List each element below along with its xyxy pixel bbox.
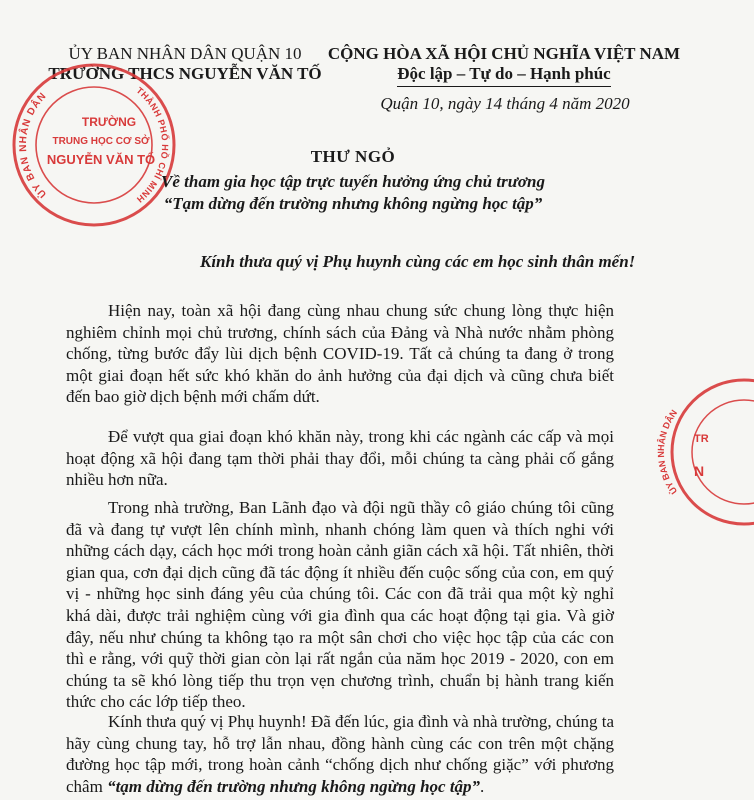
paragraph-1: Hiện nay, toàn xã hội đang cùng nhau chung sức chung lòng thực hiện nghiêm chỉnh mọi chủ trương, chính sách của Đảng và Nhà nước nhằm phòng chống, từng bước đẩy lùi dịch bệnh COVID-19. Tất cả chúng ta đang ở trong một giai đoạn hết sức khó khăn do ảnh hưởng của đại dịch và cũng chưa biết đến bao giờ dịch bệnh mới chấm dứt.	[66, 301, 614, 407]
edge-seal-inner-2: N	[694, 463, 705, 479]
edge-seal-ring: ỦY BAN NHÂN DÂN	[655, 407, 680, 497]
letter-title: THƯ NGỎ	[310, 147, 396, 166]
seal-ring-left: ỦY BAN NHÂN DÂN	[17, 90, 50, 200]
motto-emphasis: “tạm dừng đến trường nhưng không ngừng học tập”	[107, 776, 481, 796]
seal-ring-right: THÀNH PHỐ HỒ CHÍ MINH	[134, 85, 171, 205]
seal-line-1: TRƯỜNG	[81, 115, 137, 129]
paragraph-4-text: Kính thưa quý vị Phụ huynh! Đã đến lúc, gia đình và nhà trường, chúng ta hãy cùng chung tay, hỗ trợ lẫn nhau, đồng hành cùng các con trên một chặng đường học tập mới, trong hoàn cảnh “chống dịch như chống giặc” với phương châm	[66, 712, 614, 796]
edge-seal-stamp	[655, 378, 754, 528]
authority-name: ỦY BAN NHÂN DÂN QUẬN 10	[68, 44, 302, 63]
paragraph-4-end: .	[480, 776, 485, 796]
school-name: TRƯỜNG THCS NGUYỄN VĂN TỐ	[48, 64, 322, 83]
paragraph-3: Trong nhà trường, Ban Lãnh đạo và đội ngũ thầy cô giáo chúng tôi cũng đã và đang tự vượt lên chính mình, nhanh chóng làm quen và thích nghi với những cách dạy, cách học mới trong hoàn cảnh giãn cách xã hội. Tất nhiên, thời gian qua, cơn đại dịch cũng đã tác động ít nhiều đến cuộc sống của con, em quý vị - những học sinh đáng yêu của chúng tôi. Các con đã trải qua một kỳ nghỉ khá dài, được trải nghiệm cùng với gia đình qua các hoạt động tại gia. Và giờ đây, nếu như chúng ta không tạo ra một sân chơi cho việc học tập của các con thì e rằng, với quỹ thời gian còn lại rất ngắn của năm học 2019 - 2020, con em chúng ta sẽ khó lòng tiếp thu trọn vẹn chương trình, chuẩn bị hành trang kiến thức cho các lớp tiếp theo.	[66, 498, 614, 712]
seal-line-2: TRUNG HỌC CƠ SỞ	[52, 136, 150, 147]
letter-greeting: Kính thưa quý vị Phụ huynh cùng các em học sinh thân mến!	[200, 252, 636, 271]
national-title: CỘNG HÒA XÃ HỘI CHỦ NGHĨA VIỆT NAM	[327, 44, 681, 63]
edge-seal-inner-1: TR	[694, 433, 709, 445]
letter-subtitle-1: Về tham gia học tập trực tuyến hưởng ứng chủ trương	[161, 172, 545, 191]
header-right	[316, 44, 692, 84]
letter-subtitle-2: “Tạm dừng đến trường nhưng không ngừng học tập”	[163, 194, 543, 213]
letter-date: Quận 10, ngày 14 tháng 4 năm 2020	[380, 94, 630, 113]
paragraph-4	[66, 711, 614, 797]
seal-line-3: NGUYỄN VĂN TỐ	[46, 152, 156, 167]
paragraph-2: Để vượt qua giai đoạn khó khăn này, trong khi các ngành các cấp và mọi hoạt động xã hội đang tạm thời phải thay đổi, mỗi chúng ta càng phải cố gắng nhiều hơn nữa.	[66, 427, 614, 490]
national-motto: Độc lập – Tự do – Hạnh phúc	[397, 64, 611, 83]
